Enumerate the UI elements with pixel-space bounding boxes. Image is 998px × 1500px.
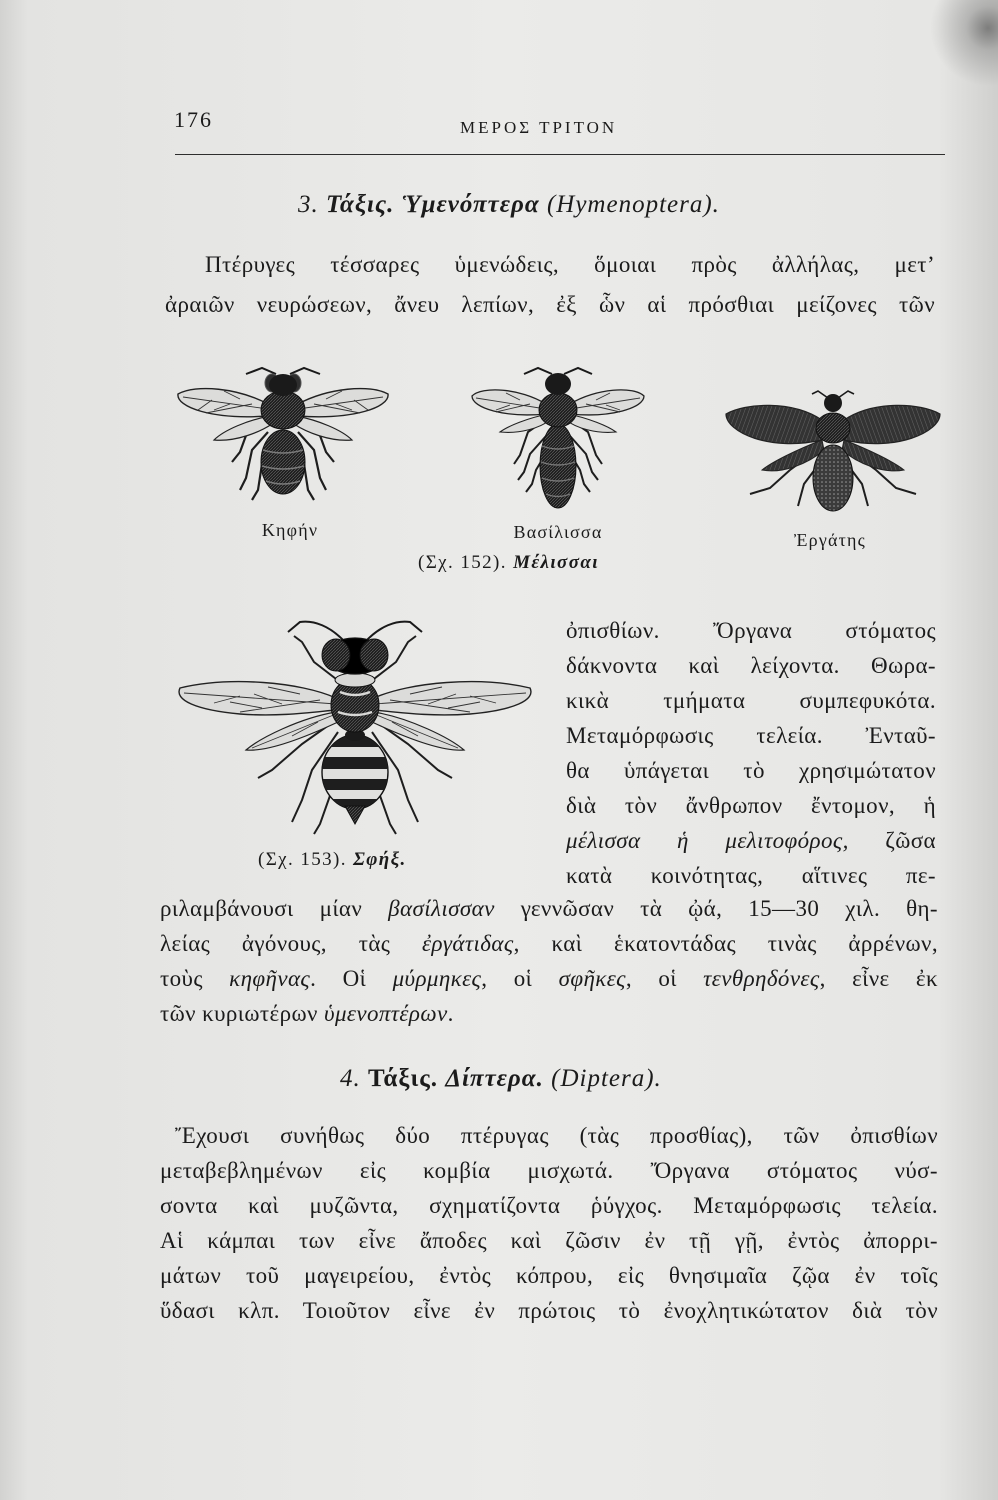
emphasized-text: κηφῆνας xyxy=(229,966,311,991)
worker-thorax xyxy=(816,413,850,443)
text-segment: , καὶ ἑκατοντάδας τινὰς ἀρρένων, xyxy=(513,931,938,956)
text-line: μεταβεβλημένων εἰς κομβία μισχωτά. Ὄργανα στόματος νύσ- xyxy=(160,1158,938,1183)
queen-label: Βασίλισσα xyxy=(513,522,603,542)
worker-left-half xyxy=(726,391,828,506)
running-title: ΜΕΡΟΣ ΤΡΙΤΟΝ xyxy=(460,118,618,137)
text-line: διὰ τὸν ἄνθρωπον ἔντομον, ἡ xyxy=(566,793,936,818)
text-line: θα ὑπάγεται τὸ χρησιμώτατον xyxy=(566,758,936,783)
text-line xyxy=(566,823,936,858)
emphasized-text: σφῆκες xyxy=(558,966,626,991)
section-order-name: Δίπτερα. xyxy=(445,1065,544,1092)
figure-153-caption xyxy=(258,848,407,872)
text-segment: λείας ἀγόνους, τὰς xyxy=(160,931,423,956)
text-segment: , οἱ xyxy=(625,966,704,991)
text-line: μάτων τοῦ μαγειρείου, ἐντὸς κόπρου, εἰς θνησιμαῖα ζῷα ἐν τοῖς xyxy=(160,1263,938,1288)
section-number: 4. xyxy=(340,1065,361,1092)
figure-reference: (Σχ. 153). xyxy=(258,849,347,870)
section-order-name: Ὑμενόπτερα xyxy=(401,191,540,218)
drone-thorax xyxy=(261,391,305,429)
text-segment: . xyxy=(447,1001,454,1026)
worker-abdomen xyxy=(813,445,853,511)
figure-caption-text: Σφήξ. xyxy=(353,849,407,870)
emphasized-text: ἐργάτιδας xyxy=(422,931,514,956)
emphasized-text: μέλισσα ἡ μελιτοφόρος, xyxy=(566,828,849,853)
wasp-head xyxy=(322,638,388,674)
wasp-illustration xyxy=(179,622,531,834)
text-line: ὀπισθίων. Ὄργανα στόματος xyxy=(566,618,936,643)
header-rule xyxy=(175,154,945,155)
queen-thorax xyxy=(539,393,577,427)
wasp-left-half xyxy=(179,622,346,834)
section-number: 3. xyxy=(298,191,319,218)
emphasized-text: τενθρηδόνες xyxy=(703,966,820,991)
section-label: Τάξις. xyxy=(368,1065,439,1092)
queen-abdomen xyxy=(540,424,576,508)
section-3-continued-text xyxy=(160,891,938,1031)
section-4-paragraph xyxy=(160,1118,938,1328)
section-latin-name: (Hymenoptera). xyxy=(546,191,720,218)
text-line xyxy=(160,891,938,926)
text-segment: τῶν κυριωτέρων xyxy=(160,1001,324,1026)
text-line: Πτέρυγες τέσσαρες ὑμενώδεις, ὅμοιαι πρὸς ἀλλήλας, μετ’ xyxy=(205,252,935,277)
emphasized-text: μύρμηκες xyxy=(392,966,482,991)
text-line: δάκνοντα καὶ λείχοντα. Θωρα- xyxy=(566,653,936,678)
text-line xyxy=(160,961,938,996)
page-number: 176 xyxy=(174,107,213,132)
text-segment: τοὺς xyxy=(160,966,230,991)
text-line: Αἱ κάμπαι των εἶνε ἄποδες καὶ ζῶσιν ἐν τῇ γῇ, ἐντὸς ἀπορρι- xyxy=(160,1228,938,1253)
queen-bee-illustration xyxy=(472,368,644,508)
text-line: κατὰ κοινότητας, αἵτινες πε- xyxy=(566,863,936,888)
emphasized-text: ὑμενοπτέρων xyxy=(323,1001,448,1026)
text-line xyxy=(160,996,938,1031)
drone-bee-illustration xyxy=(178,368,388,500)
figure-152-caption xyxy=(418,551,599,575)
text-segment: . Οἱ xyxy=(310,966,393,991)
text-line: ἀραιῶν νευρώσεων, ἄνευ λεπίων, ἐξ ὧν αἱ πρόσθιαι μείζονες τῶν xyxy=(165,292,935,317)
section-3-side-column-text xyxy=(566,613,936,893)
text-segment: ριλαμβάνουσι μίαν xyxy=(160,896,389,921)
worker-label: Ἐργάτης xyxy=(793,530,866,550)
text-line: Ἔχουσι συνήθως δύο πτέρυγας (τὰς προσθίας), τῶν ὀπισθίων xyxy=(175,1123,938,1148)
section-label: Τάξις. xyxy=(326,191,395,218)
figure-reference: (Σχ. 152). xyxy=(418,552,507,573)
wasp-abdomen xyxy=(320,735,390,824)
section-3-title xyxy=(298,190,720,220)
text-segment: ζῶσα xyxy=(848,828,936,853)
section-3-intro-paragraph xyxy=(165,245,935,325)
queen-head xyxy=(545,373,571,395)
text-segment: γεννῶσαν τὰ ᾠά, 15—30 χιλ. θη- xyxy=(494,896,938,921)
emphasized-text: βασίλισσαν xyxy=(388,896,495,921)
section-4-title xyxy=(340,1064,662,1094)
text-line: κικὰ τμήματα συμπεφυκότα. xyxy=(566,688,936,713)
figure-caption-text: Μέλισσαι xyxy=(513,552,599,573)
drone-left-half xyxy=(178,368,279,500)
worker-head xyxy=(824,394,842,412)
drone-head xyxy=(269,374,297,396)
text-line: ὕδασι κλπ. Τοιοῦτον εἶνε ἐν πρώτοις τὸ ἐνοχλητικώτατον διὰ τὸν xyxy=(160,1298,938,1323)
text-line: Μεταμόρφωσις τελεία. Ἐνταῦ- xyxy=(566,723,936,748)
text-line xyxy=(160,926,938,961)
drone-label: Κηφήν xyxy=(261,520,319,540)
worker-bee-illustration xyxy=(726,391,940,511)
text-line: σοντα καὶ μυζῶντα, σχηματίζοντα ῥύγχος. Μεταμόρφωσις τελεία. xyxy=(160,1193,938,1218)
section-latin-name: (Diptera). xyxy=(551,1065,662,1092)
text-segment: , οἱ xyxy=(481,966,559,991)
text-segment: , εἶνε ἐκ xyxy=(819,966,938,991)
